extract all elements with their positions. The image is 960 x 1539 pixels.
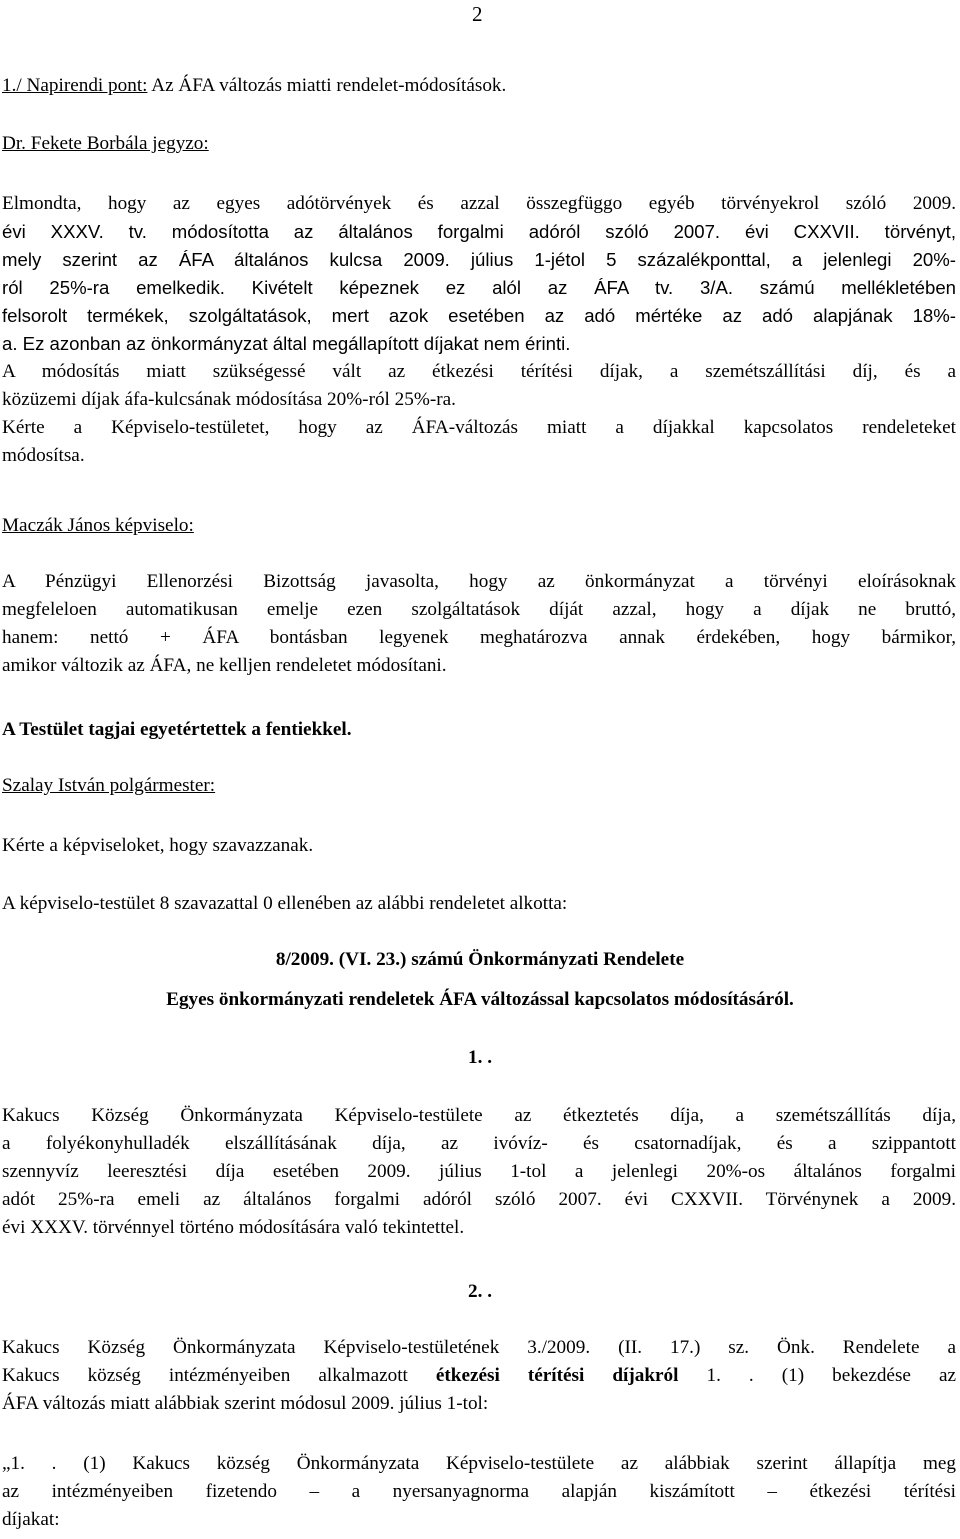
paragraph-line: díjakat: [2,1509,60,1530]
paragraph-line: A módosítás miatt szükségessé vált az étkezési térítési díjak, a szemétszállítási díj, és a [2,361,956,382]
paragraph-line: megfeleloen automatikusan emelje ezen szolgáltatások díját azzal, hogy a díjak ne bruttó, [2,599,956,620]
paragraph-line: ÁFA változás miatt alábbiak szerint módosul 2009. július 1-tol: [2,1393,489,1414]
paragraph-line: „1. . (1) Kakucs község Önkormányzata Képviselo-testülete az alábbiak szerint állapítja meg [2,1453,956,1474]
section-1-text [2,1102,956,1242]
paragraph-maczak [2,568,956,680]
decree-subject: Egyes önkormányzati rendeletek ÁFA változással kapcsolatos módosításáról. [166,989,794,1010]
paragraph-line: mely szerint az ÁFA általános kulcsa 2009. július 1-jétol 5 százalékponttal, a jelenlegi 20%- [2,249,956,270]
paragraph-line: Kakucs Község Önkormányzata Képviselo-testületének 3./2009. (II. 17.) sz. Önk. Rendelete a [2,1337,956,1358]
paragraph-line: ról 25%-ra emelkedik. Kivételt képeznek ez alól az ÁFA tv. 3/A. számú mellékletében [2,277,956,298]
paragraph-line: Kérte a Képviselo-testületet, hogy az ÁFA-változás miatt a díjakkal kapcsolatos rendeleteket [2,417,956,438]
paragraph-line: Kakucs Község Önkormányzata Képviselo-testülete az étkeztetés díja, a szemétszállítás díja, [2,1105,956,1126]
paragraph-jegyzo [2,190,956,470]
vote-result: A képviselo-testület 8 szavazattal 0 ellenében az alábbi rendeletet alkotta: [2,893,568,914]
paragraph-line: évi XXXV. törvénnyel történo módosítására való tekintettel. [2,1217,465,1238]
paragraph-line: a. Ez azonban az önkormányzat által megállapított díjakat nem érinti. [2,333,571,354]
vote-request: Kérte a képviseloket, hogy szavazzanak. [2,835,314,856]
paragraph-line: felsorolt termékek, szolgáltatások, mert azok esetében az adó mértéke az adó alapjának 18%- [2,305,956,326]
agenda-item [2,72,956,100]
paragraph-line: közüzemi díjak áfa-kulcsának módosítása 20%-ról 25%-ra. [2,389,456,410]
paragraph-line: évi XXXV. tv. módosította az általános forgalmi adóról szóló 2007. évi CXXVII. törvényt, [2,221,956,242]
section-2-text [2,1334,956,1418]
paragraph-line: amikor változik az ÁFA, ne kelljen rendeletet módosítani. [2,655,447,676]
section-heading-2: 2. . [468,1281,492,1302]
paragraph-line: a folyékonyhulladék elszállításának díja, az ivóvíz- és csatornadíjak, és a szippantott [2,1133,956,1154]
decree-number: 8/2009. (VI. 23.) számú Önkormányzati Rendelete [275,949,685,970]
paragraph-line [2,1362,956,1390]
agreement-statement: A Testület tagjai egyetértettek a fentiekkel. [2,719,352,740]
agenda-item-title: Az ÁFA változás miatti rendelet-módosítások. [151,75,507,96]
paragraph-line: az intézményeiben fizetendo – a nyersanyagnorma alapján kiszámított – étkezési térítési [2,1481,956,1502]
speaker-heading-szalay: Szalay István polgármester: [2,775,216,796]
paragraph-line: adót 25%-ra emeli az általános forgalmi adóról szóló 2007. évi CXXVII. Törvénynek a 2009. [2,1189,956,1210]
line-text: 1. . (1) bekezdése az [706,1365,956,1386]
paragraph-line: hanem: nettó + ÁFA bontásban legyenek meghatározva annak érdekében, hogy bármikor, [2,627,956,648]
paragraph-line: A Pénzügyi Ellenorzési Bizottság javasolta, hogy az önkormányzat a törvényi eloírásoknak [2,571,956,592]
paragraph-line: szennyvíz leeresztési díja esetében 2009. július 1-tol a jelenlegi 20%-os általános forgalmi [2,1161,956,1182]
page-number: 2 [472,2,483,26]
bold-subject: étkezési térítési díjakról [435,1365,679,1386]
speaker-heading-maczak: Maczák János képviselo: [2,515,194,536]
section-heading-1: 1. . [468,1047,492,1068]
speaker-heading-jegyzo: Dr. Fekete Borbála jegyzo: [2,133,209,154]
paragraph-line: módosítsa. [2,445,85,466]
paragraph-line: Elmondta, hogy az egyes adótörvények és azzal összegfüggo egyéb törvényekrol szóló 2009. [2,193,956,214]
agenda-item-label: 1./ Napirendi pont: [2,75,148,96]
section-2-quote [2,1450,956,1534]
line-text: Kakucs község intézményeiben alkalmazott [2,1365,408,1386]
